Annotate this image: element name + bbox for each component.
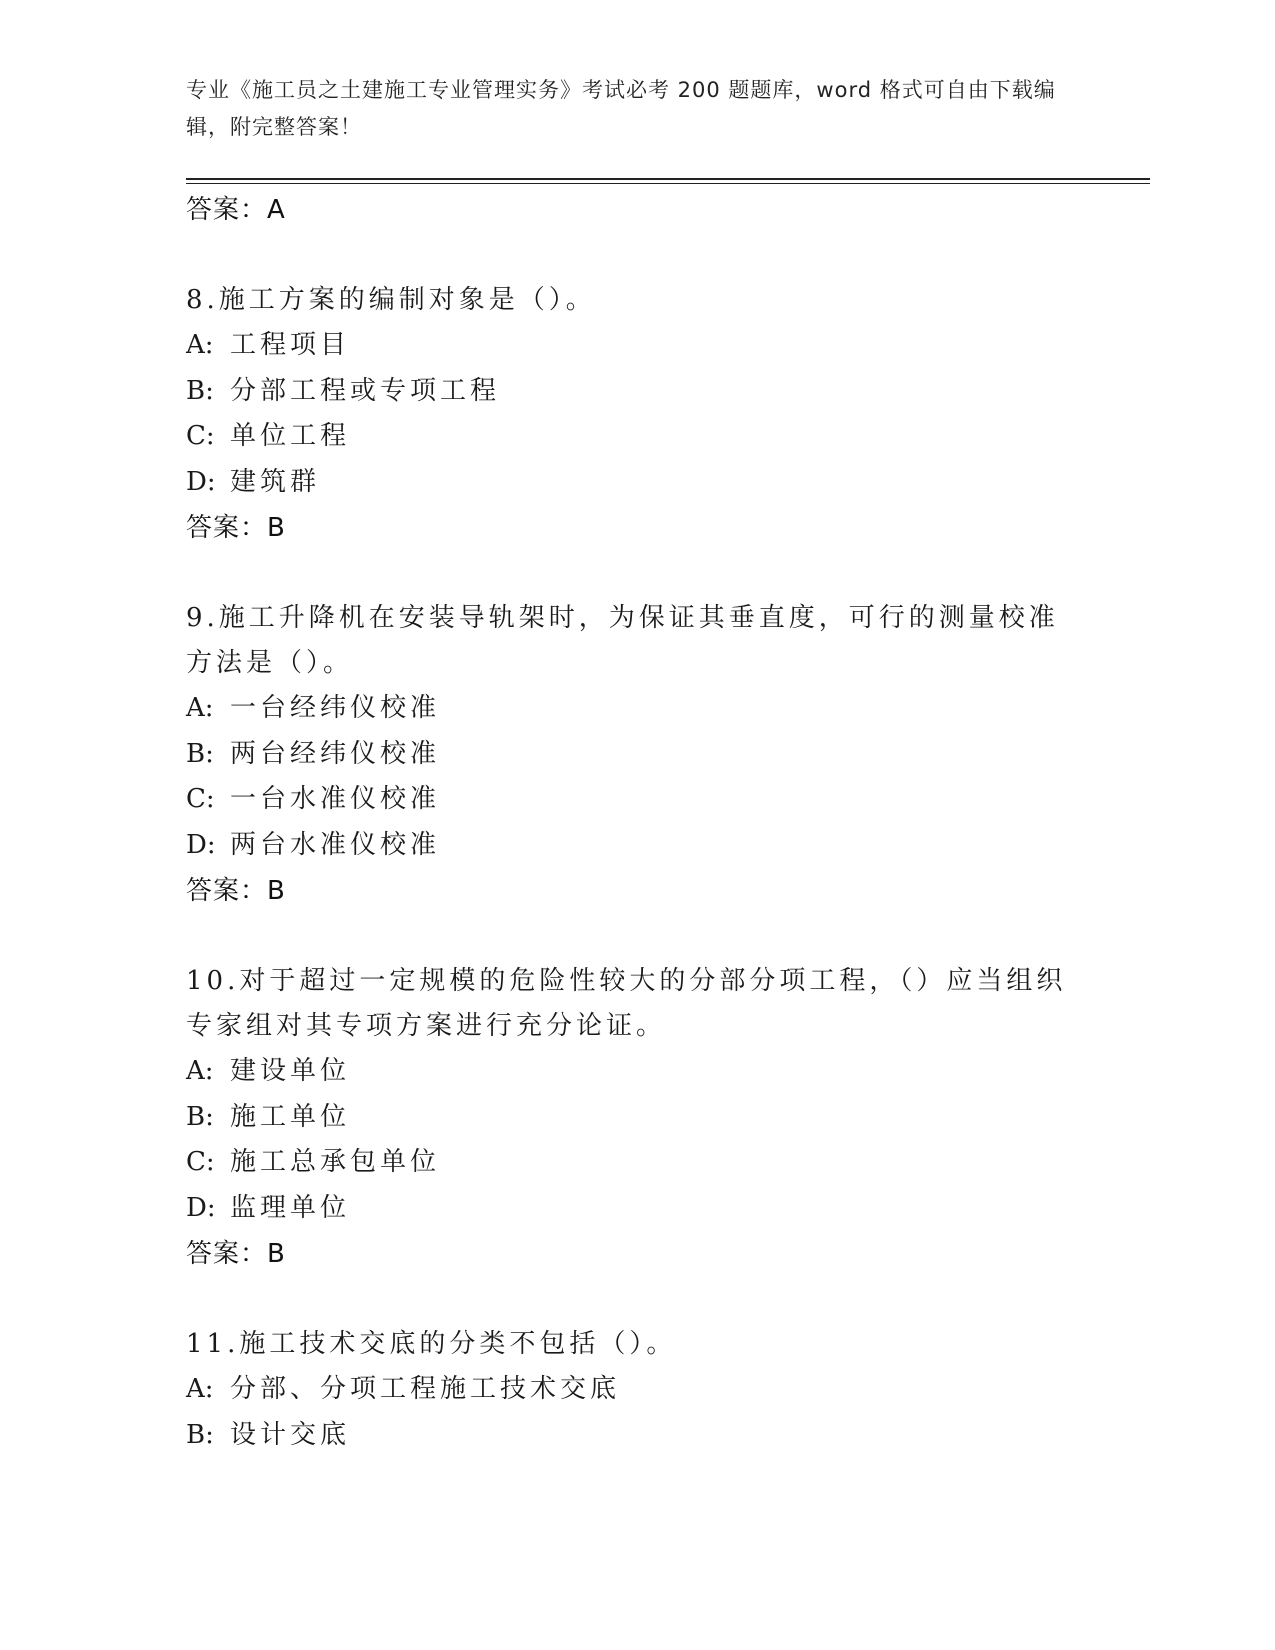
option-a <box>186 1367 1086 1413</box>
option-text: 设计交底 <box>230 1419 351 1450</box>
question-stem: 9.施工升降机在安装导轨架时，为保证其垂直度，可行的测量校准方法是（）。 <box>186 603 1059 678</box>
option-a <box>186 686 1086 732</box>
option-text: 单位工程 <box>230 421 351 451</box>
option-text: 两台水准仪校准 <box>230 829 441 860</box>
option-text: 两台经纬仪校准 <box>230 738 441 769</box>
option-key: D: <box>186 1192 216 1223</box>
option-text: 一台经纬仪校准 <box>230 693 441 723</box>
option-text: 工程项目 <box>230 330 351 360</box>
option-text: 分部工程或专项工程 <box>230 375 501 406</box>
question-list <box>186 187 1086 1458</box>
option-key: A: <box>186 1374 214 1404</box>
question-item <box>186 959 1086 1277</box>
option-b <box>186 369 1086 415</box>
question-item <box>186 278 1086 551</box>
option-text: 监理单位 <box>230 1192 351 1223</box>
option-key: C: <box>186 421 215 451</box>
option-a <box>186 323 1086 369</box>
option-key: A: <box>186 1056 214 1086</box>
option-text: 施工单位 <box>230 1101 351 1132</box>
question-item <box>186 1322 1086 1458</box>
option-key: A: <box>186 693 214 723</box>
option-key: B: <box>186 375 214 406</box>
answer-line: 答案：B <box>186 513 286 543</box>
header-divider-thick <box>186 178 1150 180</box>
option-key: B: <box>186 738 214 769</box>
option-d <box>186 823 1086 869</box>
option-a <box>186 1049 1086 1095</box>
option-b <box>186 732 1086 778</box>
option-key: D: <box>186 829 216 860</box>
question-stem: 11.施工技术交底的分类不包括（）。 <box>186 1329 677 1359</box>
option-key: D: <box>186 466 216 497</box>
option-d <box>186 1186 1086 1232</box>
header-divider-thin <box>186 183 1150 184</box>
document-header: 专业《施工员之土建施工专业管理实务》考试必考 200 题题库，word 格式可自由下载编辑，附完整答案！ <box>186 78 1056 139</box>
option-c <box>186 1140 1086 1186</box>
option-key: A: <box>186 330 214 360</box>
option-c <box>186 414 1086 460</box>
option-b <box>186 1413 1086 1459</box>
option-text: 建筑群 <box>230 466 321 497</box>
option-text: 一台水准仪校准 <box>230 784 441 814</box>
question-stem: 8.施工方案的编制对象是（）。 <box>186 285 596 315</box>
option-b <box>186 1095 1086 1141</box>
option-text: 施工总承包单位 <box>230 1147 441 1177</box>
option-key: B: <box>186 1419 214 1450</box>
answer-line: 答案：B <box>186 1239 286 1269</box>
option-text: 建设单位 <box>230 1056 351 1086</box>
option-c <box>186 777 1086 823</box>
question-item <box>186 596 1086 914</box>
question-stem: 10.对于超过一定规模的危险性较大的分部分项工程，（）应当组织专家组对其专项方案进行充分论证。 <box>186 966 1067 1041</box>
option-d <box>186 460 1086 506</box>
option-text: 分部、分项工程施工技术交底 <box>230 1374 621 1404</box>
option-key: C: <box>186 784 215 814</box>
answer-line: 答案：A <box>186 195 286 225</box>
option-key: B: <box>186 1101 214 1132</box>
option-key: C: <box>186 1147 215 1177</box>
answer-line: 答案：B <box>186 876 286 906</box>
